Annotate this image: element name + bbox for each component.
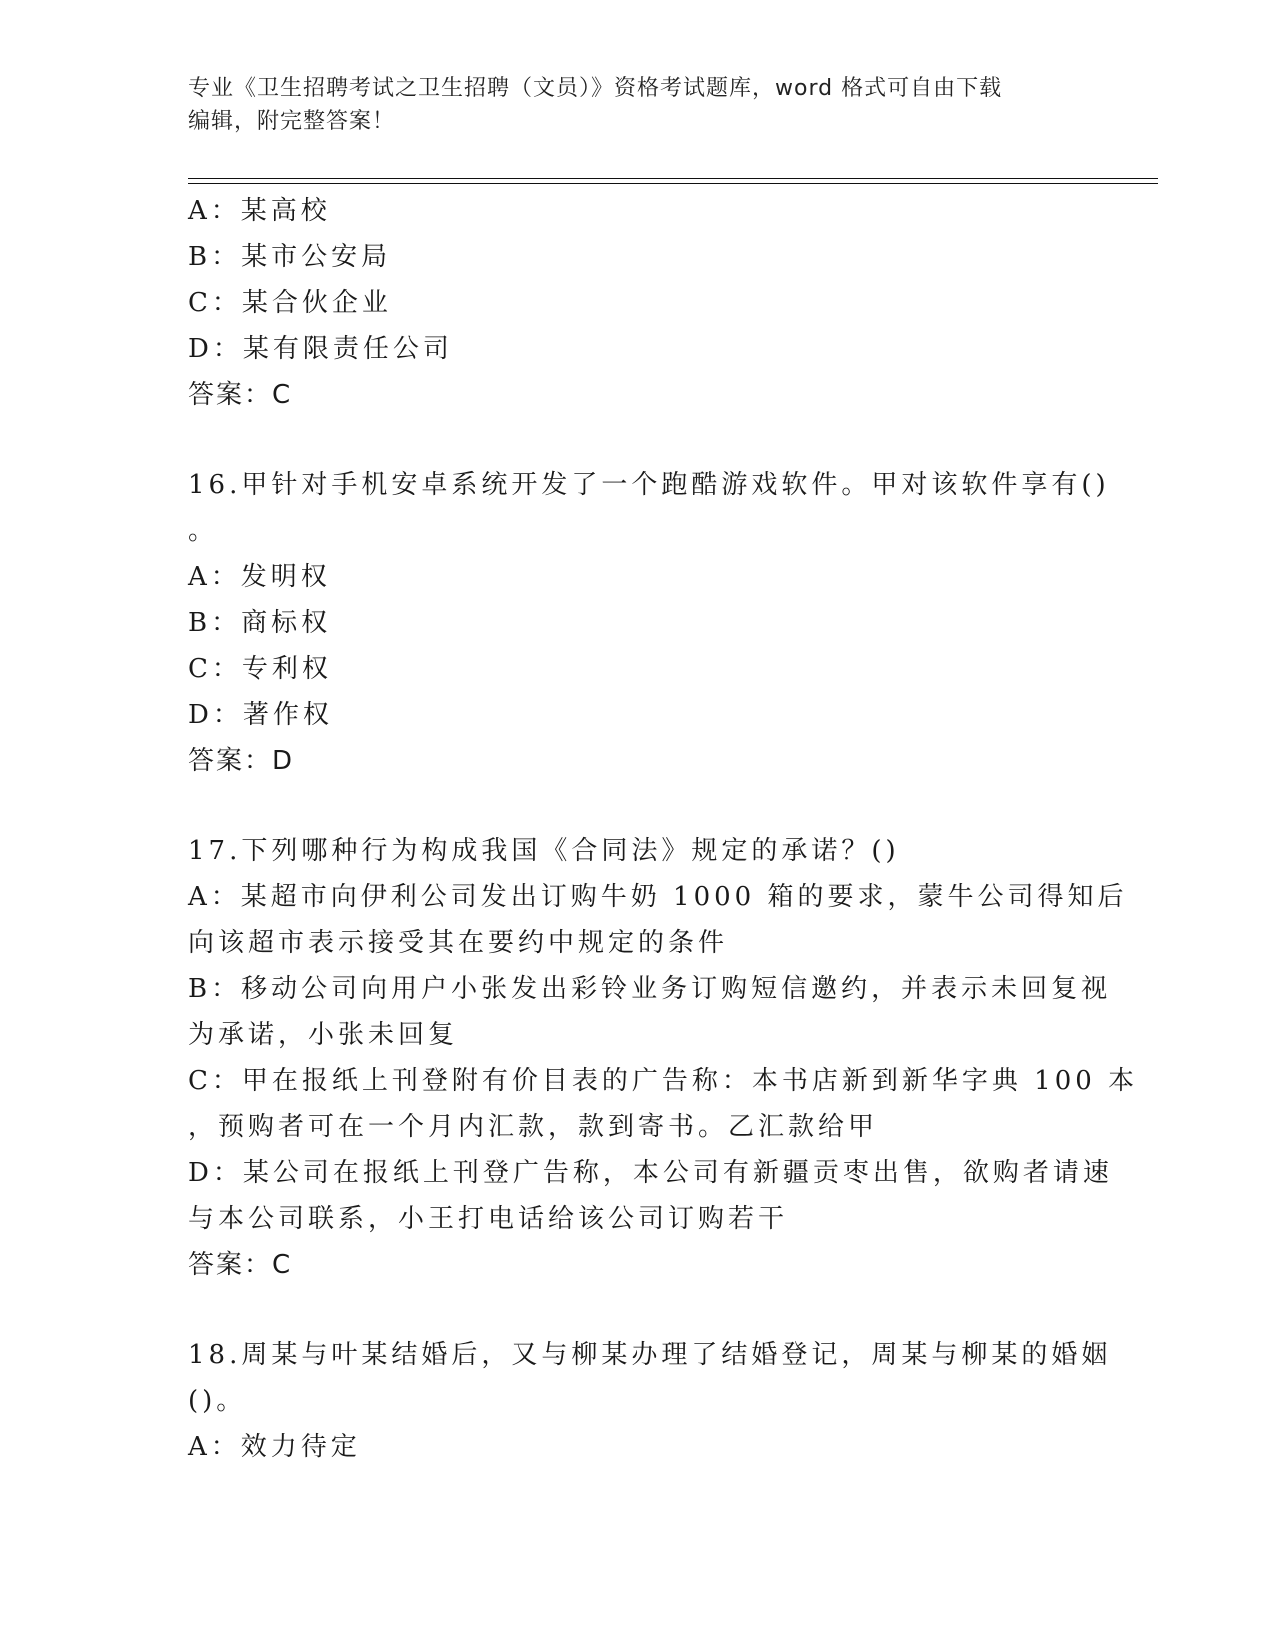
- option-a: A：某高校: [188, 196, 331, 226]
- spacer: [188, 784, 1088, 828]
- option-b: B：商标权: [188, 608, 332, 638]
- option-a: A：某超市向伊利公司发出订购牛奶 1000 箱的要求，蒙牛公司得知后: [188, 882, 1128, 912]
- option-b-continued: 为承诺，小张未回复: [188, 1020, 459, 1050]
- option-d: D：著作权: [188, 700, 333, 730]
- answer-line: 答案：D: [188, 746, 295, 776]
- option-c-continued: ，预购者可在一个月内汇款，款到寄书。乙汇款给甲: [188, 1112, 879, 1142]
- question-18: [188, 1332, 1112, 1470]
- answer-line: 答案：C: [188, 1250, 293, 1280]
- spacer: [188, 418, 1088, 462]
- question-16: [188, 462, 1110, 784]
- option-a: A：效力待定: [188, 1432, 361, 1462]
- header-divider-bottom: [188, 183, 1158, 184]
- question-stem: 16.甲针对手机安卓系统开发了一个跑酷游戏软件。甲对该软件享有(): [188, 470, 1110, 500]
- option-a: A：发明权: [188, 562, 331, 592]
- document-header: [188, 72, 1068, 138]
- question-stem-continued: 。: [188, 516, 219, 546]
- option-c: C：专利权: [188, 654, 332, 684]
- option-d: D：某公司在报纸上刊登广告称，本公司有新疆贡枣出售，欲购者请速: [188, 1158, 1113, 1188]
- option-a-continued: 向该超市表示接受其在要约中规定的条件: [188, 928, 729, 958]
- question-stem: 17.下列哪种行为构成我国《合同法》规定的承诺？(): [188, 836, 900, 866]
- option-b: B：移动公司向用户小张发出彩铃业务订购短信邀约，并表示未回复视: [188, 974, 1112, 1004]
- question-17: [188, 828, 1139, 1288]
- option-b: B：某市公安局: [188, 242, 392, 272]
- header-line-1: 专业《卫生招聘考试之卫生招聘（文员）》资格考试题库，word 格式可自由下载: [188, 76, 1003, 101]
- question-stem: 18.周某与叶某结婚后，又与柳某办理了结婚登记，周某与柳某的婚姻: [188, 1340, 1112, 1370]
- option-c: C：甲在报纸上刊登附有价目表的广告称：本书店新到新华字典 100 本: [188, 1066, 1139, 1096]
- answer-line: 答案：C: [188, 380, 293, 410]
- header-line-2: 编辑，附完整答案！: [188, 109, 396, 134]
- question-15: [188, 188, 1088, 418]
- option-d-continued: 与本公司联系，小王打电话给该公司订购若干: [188, 1204, 789, 1234]
- question-stem-continued: ()。: [188, 1386, 247, 1416]
- spacer: [188, 1288, 1088, 1332]
- question-list: [188, 188, 1139, 1470]
- option-c: C：某合伙企业: [188, 288, 392, 318]
- header-divider-top: [188, 178, 1158, 179]
- option-d: D：某有限责任公司: [188, 334, 453, 364]
